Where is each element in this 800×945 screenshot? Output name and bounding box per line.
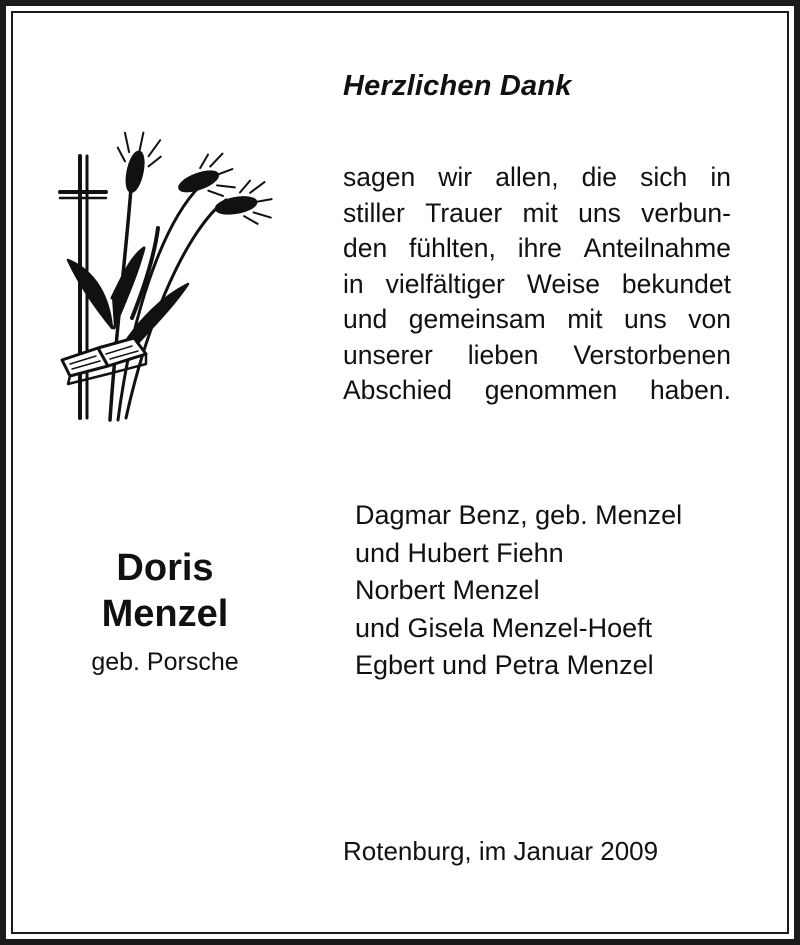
message-line <box>343 196 731 232</box>
message-word: allen, <box>495 162 559 192</box>
message-word: den <box>343 233 388 263</box>
message-word: Anteilnahme <box>583 233 731 263</box>
message-word: verbun- <box>641 197 731 228</box>
message-line <box>343 267 731 303</box>
family-line: und Hubert Fiehn <box>355 537 564 568</box>
message-word: und <box>343 304 388 334</box>
message-word: wir <box>438 162 473 192</box>
message-word: gemeinsam <box>408 304 546 334</box>
message-word: Trauer <box>425 197 503 228</box>
message-line <box>343 302 731 338</box>
deceased-first-name: Doris <box>116 547 214 589</box>
family-list <box>355 497 682 685</box>
message-word: fühlten, <box>408 233 496 263</box>
message-word: sagen <box>343 162 416 192</box>
message-word: die <box>581 162 618 192</box>
family-line: und Gisela Menzel-Hoeft <box>355 612 653 643</box>
message-word: Verstorbenen <box>573 339 731 370</box>
family-line: Norbert Menzel <box>355 575 540 605</box>
message-word: mit <box>522 197 558 228</box>
message-word: uns <box>578 197 621 228</box>
message-word: in <box>343 268 364 299</box>
message-word: mit <box>567 304 603 334</box>
message-word: uns <box>624 304 667 334</box>
message-line <box>343 373 731 409</box>
message-word: ihre <box>517 233 562 263</box>
message-word: vielfältiger <box>385 268 505 299</box>
message-word: in <box>710 162 731 192</box>
cross-wheat-book-icon <box>48 128 284 424</box>
message-line <box>343 338 731 374</box>
message-word: unserer <box>343 339 433 370</box>
message-word: haben. <box>649 375 731 405</box>
deceased-name-block <box>40 545 290 677</box>
message-line <box>343 160 731 196</box>
message-line <box>343 231 731 267</box>
thank-you-message <box>343 160 731 409</box>
message-word: Abschied <box>343 375 453 405</box>
message-word: genommen <box>484 375 618 405</box>
message-word: stiller <box>343 197 405 228</box>
message-word: lieben <box>467 339 539 370</box>
family-line: Dagmar Benz, geb. Menzel <box>355 500 683 530</box>
place-date: Rotenburg, im Januar 2009 <box>343 836 659 866</box>
message-word: sich <box>640 162 688 192</box>
family-line: Egbert und Petra Menzel <box>355 650 654 680</box>
message-word: von <box>688 304 731 334</box>
message-word: bekundet <box>621 268 731 299</box>
deceased-last-name: Menzel <box>101 593 229 635</box>
deceased-birth-name: geb. Porsche <box>91 648 239 676</box>
notice-heading: Herzlichen Dank <box>343 70 572 102</box>
message-word: Weise <box>526 268 600 299</box>
